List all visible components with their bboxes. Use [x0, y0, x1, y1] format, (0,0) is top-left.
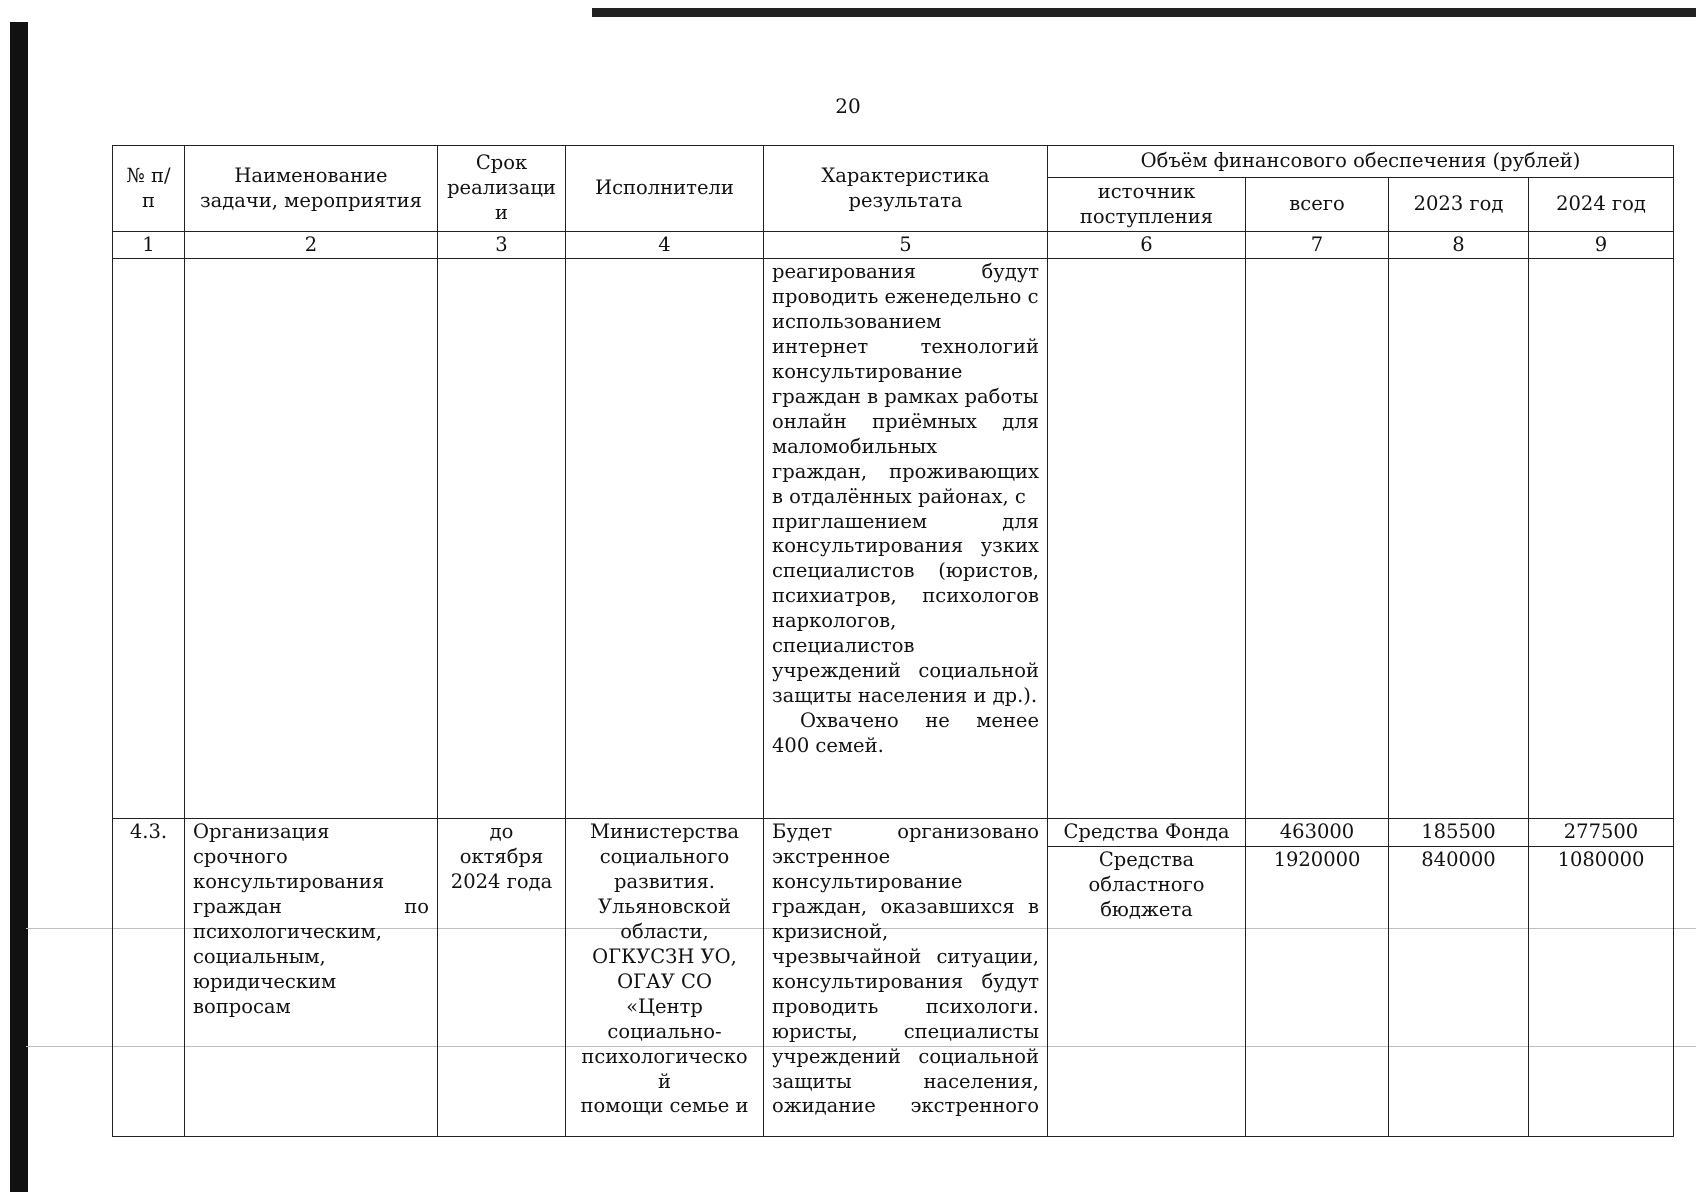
text-line: проводить психологи.: [772, 994, 1039, 1018]
cell-empty: [1389, 259, 1529, 819]
column-number: 9: [1529, 232, 1674, 259]
scan-edge-top: [592, 8, 1696, 17]
header-executors: Исполнители: [566, 146, 764, 232]
text-line: психологическим,: [193, 919, 382, 943]
funding-2023: 185500: [1389, 819, 1529, 847]
text-line: кризисной,: [772, 919, 889, 943]
funding-2023: 840000: [1389, 847, 1529, 1137]
column-number: 1: [113, 232, 185, 259]
header-term: Срок реализаци и: [438, 146, 566, 232]
header-result: Характеристика результата: [764, 146, 1048, 232]
funding-source: Средства Фонда: [1048, 819, 1246, 847]
text-line: онлайн приёмных для: [772, 409, 1039, 433]
text-line: специалистов: [772, 634, 915, 658]
column-number-row: [113, 232, 1674, 259]
text-line: «Центр: [626, 994, 703, 1018]
task-name: [185, 819, 438, 1137]
text-line: области,: [620, 919, 709, 943]
column-number: 3: [438, 232, 566, 259]
text-line: юридическим: [193, 969, 337, 993]
cell-empty: [1529, 259, 1674, 819]
text-line: интернет технологий: [772, 334, 1039, 358]
text-line: использованием: [772, 309, 942, 333]
page-number: 20: [835, 94, 861, 118]
text-line: психиатров, психологов: [772, 584, 1039, 608]
text-line: ожидание экстренного: [772, 1094, 1039, 1118]
text-line: консультирования узких: [772, 534, 1039, 558]
column-number: 6: [1048, 232, 1246, 259]
text-line: социального: [599, 844, 730, 868]
header-num: № п/п: [113, 146, 185, 232]
text-line: учреждений социальной: [772, 659, 1039, 683]
column-number: 8: [1389, 232, 1529, 259]
text-line: реагирования будут: [772, 260, 1039, 283]
text-line: граждан по: [193, 894, 429, 918]
cell-empty: [566, 259, 764, 819]
row-4-3: [113, 819, 1674, 847]
continuation-result-text: [764, 259, 1048, 819]
text-line: наркологов,: [772, 609, 897, 633]
funding-2024: 277500: [1529, 819, 1674, 847]
cell-empty: [113, 259, 185, 819]
funding-total: 1920000: [1246, 847, 1389, 1137]
text-line: октября: [459, 844, 544, 868]
cell-empty: [438, 259, 566, 819]
text-line: ОГАУ СО: [617, 969, 712, 993]
text-line: Охвачено не менее: [800, 709, 1039, 733]
text-line: проводить еженедельно с: [772, 284, 1039, 308]
text-line: маломобильных: [772, 434, 938, 458]
text-line: Организация срочного: [193, 820, 330, 868]
text-line: Ульяновской: [598, 894, 731, 918]
text-line: специалистов (юристов,: [772, 559, 1039, 583]
executors: [566, 819, 764, 1137]
text-line: 400 семей.: [772, 734, 884, 758]
header-row-1: [113, 146, 1674, 178]
text-line: учреждений социальной: [772, 1044, 1039, 1068]
continuation-row: [113, 259, 1674, 819]
scan-edge-left: [10, 22, 28, 1192]
text-line: й: [658, 1069, 671, 1093]
text-line: защиты населения и др.).: [772, 684, 1038, 708]
term: [438, 819, 566, 1137]
text-line: развития.: [613, 869, 715, 893]
text-line: граждан, оказавшихся в: [772, 894, 1039, 918]
plan-table: [112, 145, 1674, 1137]
text-line: граждан, проживающих: [772, 459, 1039, 483]
cell-empty: [1048, 259, 1246, 819]
header-task-name: Наименование задачи, мероприятия: [185, 146, 438, 232]
cell-empty: [1246, 259, 1389, 819]
text-line: чрезвычайной ситуации,: [772, 944, 1039, 968]
header-finance-group: Объём финансового обеспечения (рублей): [1048, 146, 1674, 178]
text-line: Будет организовано: [772, 820, 1039, 843]
text-line: до: [489, 820, 514, 843]
text-line: консультирование: [772, 359, 963, 383]
text-line: экстренное: [772, 844, 891, 868]
text-line: консультирования: [193, 869, 385, 893]
column-number: 7: [1246, 232, 1389, 259]
header-2024: 2024 год: [1529, 178, 1674, 232]
text-line: психологическо: [581, 1044, 748, 1068]
text-line: вопросам: [193, 994, 291, 1018]
result-description: [764, 819, 1048, 1137]
cell-empty: [185, 259, 438, 819]
header-source: источник поступления: [1048, 178, 1246, 232]
text-line: юристы, специалисты: [772, 1019, 1039, 1043]
text-line: 2024 года: [450, 869, 553, 893]
text-line: ОГКУСЗН УО,: [592, 944, 737, 968]
header-total: всего: [1246, 178, 1389, 232]
row-number: 4.3.: [113, 819, 185, 1137]
text-line: приглашением для: [772, 509, 1039, 533]
funding-total: 463000: [1246, 819, 1389, 847]
column-number: 4: [566, 232, 764, 259]
text-line: граждан в рамках работы: [772, 384, 1039, 408]
text-line: в отдалённых районах, с: [772, 484, 1026, 508]
funding-2024: 1080000: [1529, 847, 1674, 1137]
column-number: 5: [764, 232, 1048, 259]
text-line: консультирования будут: [772, 969, 1039, 993]
text-line: социально-: [607, 1019, 722, 1043]
text-line: социальным,: [193, 944, 326, 968]
text-line: Министерства: [589, 820, 739, 843]
funding-source: Средства областного бюджета: [1048, 847, 1246, 1137]
header-2023: 2023 год: [1389, 178, 1529, 232]
text-line: консультирование: [772, 869, 963, 893]
text-line: защиты населения,: [772, 1069, 1039, 1093]
text-line: помощи семье и: [580, 1094, 749, 1118]
column-number: 2: [185, 232, 438, 259]
